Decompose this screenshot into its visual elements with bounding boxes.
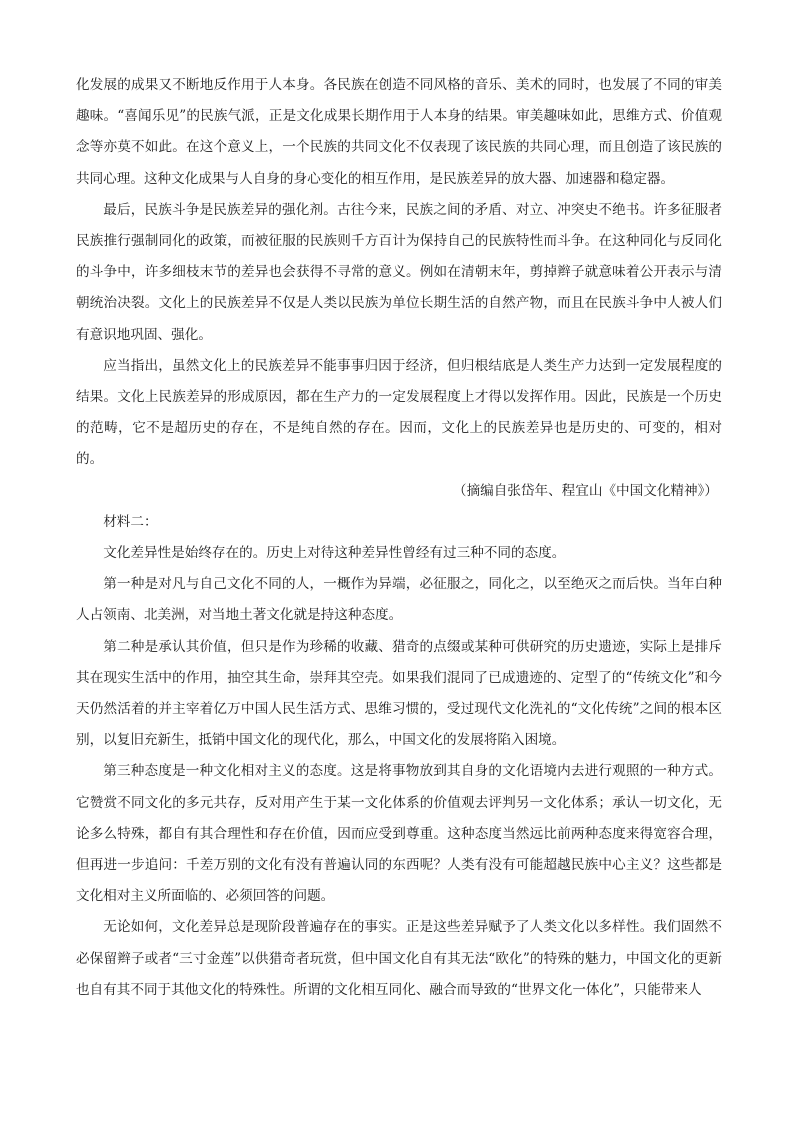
paragraph: 应当指出，虽然文化上的民族差异不能事事归因于经济，但归根结底是人类生产力达到一定发展程度的结果。文化上民族差异的形成原因，都在生产力的一定发展程度上才得以发挥作用。因此，民族是一个历史的范畴，它不是超历史的存在，不是纯自然的存在。因而，文化上的民族差异也是历史的、可变的，相对的。 [76, 357, 722, 468]
paragraph: 化发展的成果又不断地反作用于人本身。各民族在创造不同风格的音乐、美术的同时，也发展了不同的审美趣味。“喜闻乐见”的民族气派，正是文化成果长期作用于人本身的结果。审美趣味如此，思维方式、价值观念等亦莫不如此。在这个意义上，一个民族的共同文化不仅表现了该民族的共同心理，而且创造了该民族的共同心理。这种文化成果与人自身的身心变化的相互作用，是民族差异的放大器、加速器和稳定器。 [76, 77, 722, 187]
material-heading: 材料二： [103, 513, 158, 530]
paragraph: 文化差异性是始终存在的。历史上对待这种差异性曾经有过三种不同的态度。 [103, 545, 566, 562]
document-page [76, 70, 722, 1006]
paragraph: 最后，民族斗争是民族差异的强化剂。古往今来，民族之间的矛盾、对立、冲突史不绝书。许多征服者民族推行强制同化的政策，而被征服的民族则千方百计为保持自己的民族特性而斗争。在这种同化与反同化的斗争中，许多细枝末节的差异也会获得不寻常的意义。例如在清朝末年，剪掉辫子就意味着公开表示与清朝统治决裂。文化上的民族差异不仅是人类以民族为单位长期生活的自然产物，而且在民族斗争中人被人们有意识地巩固、强化。 [76, 201, 722, 343]
source-citation: （摘编自张岱年、程宜山《中国文化精神》） [452, 482, 718, 499]
paragraph: 第二种是承认其价值，但只是作为珍稀的收藏、猎奇的点缀或某种可供研究的历史遗迹，实际上是排斥其在现实生活中的作用，抽空其生命，崇拜其空壳。如果我们混同了已成遗迹的、定型了的“传统文化”和今天仍然活着的并主宰着亿万中国人民生活方式、思维习惯的，受过现代文化洗礼的“文化传统”之间的根本区别，以复旧充新生，抵销中国文化的现代化，那么，中国文化的发展将陷入困境。 [76, 638, 722, 749]
paragraph: 第三种态度是一种文化相对主义的态度。这是将事物放到其自身的文化语境内去进行观照的一种方式。它赞赏不同文化的多元共存，反对用产生于某一文化体系的价值观去评判另一文化体系；承认一切文化，无论多么特殊，都自有其合理性和存在价值，因而应受到尊重。这种态度当然远比前两种态度来得宽容合理，但再进一步追问：千差万别的文化有没有普遍认同的东西呢？人类有没有可能超越民族中心主义？这些都是文化相对主义所面临的、必须回答的问题。 [76, 763, 722, 905]
paragraph: 无论如何，文化差异总是现阶段普遍存在的事实。正是这些差异赋予了人类文化以多样性。我们固然不必保留辫子或者“三寸金莲”以供猎奇者玩赏，但中国文化自有其无法“欧化”的特殊的魅力，中国文化的更新也自有其不同于其他文化的特殊性。所谓的文化相互同化、融合而导致的“世界文化一体化”，只能带来人 [76, 919, 722, 998]
paragraph: 第一种是对凡与自己文化不同的人，一概作为异端，必征服之，同化之，以至绝灭之而后快。当年白种人占领南、北美洲，对当地土著文化就是持这种态度。 [76, 576, 722, 624]
